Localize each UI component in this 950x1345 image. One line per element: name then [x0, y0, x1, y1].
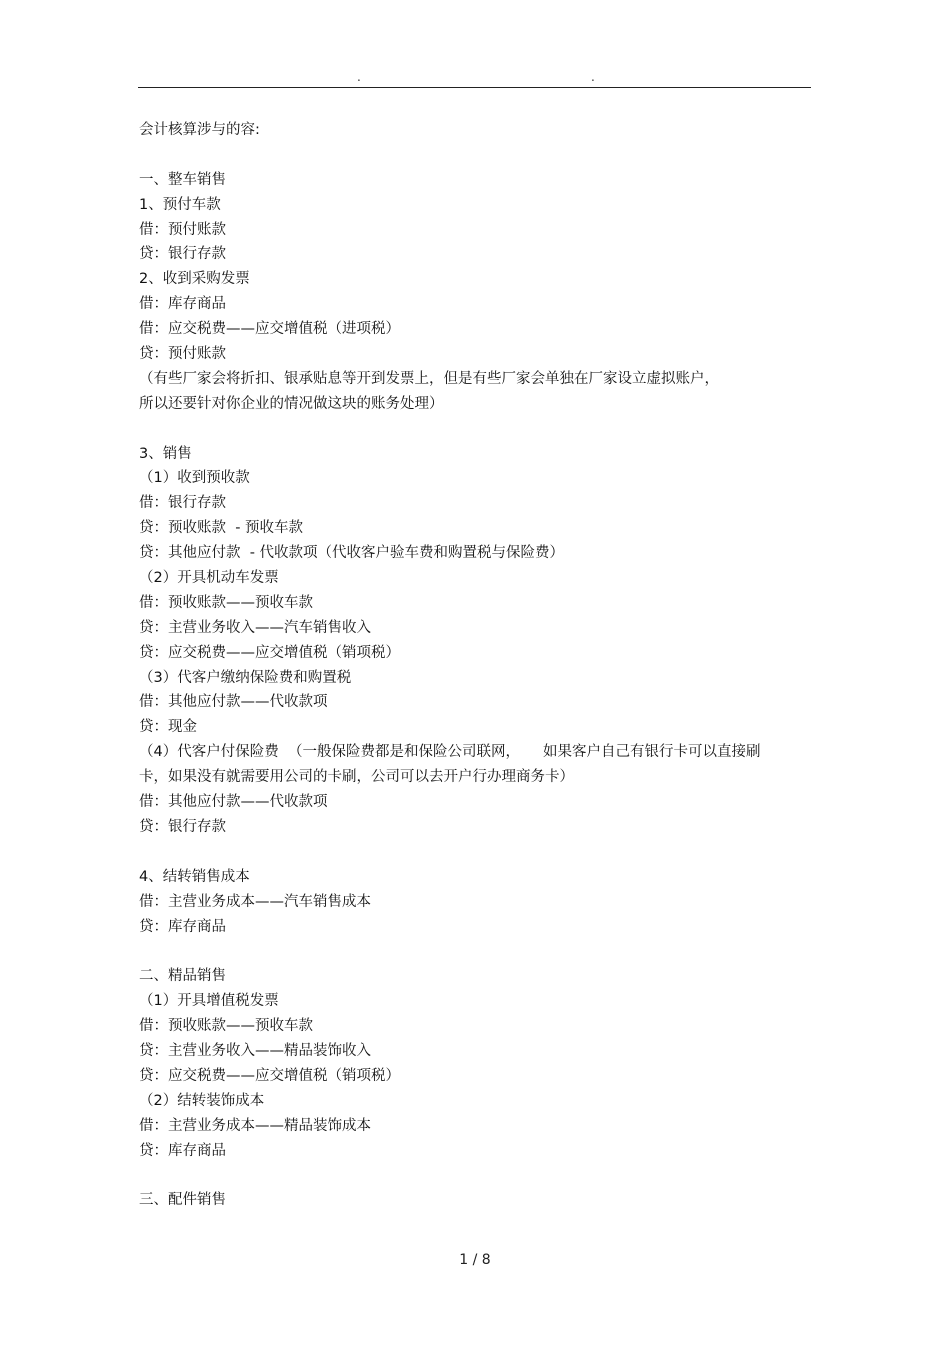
text-line: 二、精品销售	[139, 968, 226, 985]
text-line: （有些厂家会将折扣、银承贴息等开到发票上，但是有些厂家会单独在厂家设立虚拟账户，	[139, 370, 719, 387]
text-line: 贷：其他应付款 - 代收款项（代收客户验车费和购置税与保险费）	[139, 545, 565, 562]
text-line: （1）收到预收款	[139, 470, 250, 487]
text-line: 贷：库存商品	[139, 1142, 226, 1159]
text-line: （2）结转装饰成本	[139, 1092, 265, 1109]
header-rule	[138, 87, 811, 88]
text-line: 卡，如果没有就需要用公司的卡刷，公司可以去开户行办理商务卡）	[139, 769, 574, 786]
text-line: 贷：预收账款 - 预收车款	[139, 520, 304, 537]
text-line: 借：其他应付款——代收款项	[139, 694, 328, 711]
blank-line	[139, 939, 811, 964]
text-line: 借：主营业务成本——精品装饰成本	[139, 1117, 371, 1134]
text-line: （2）开具机动车发票	[139, 570, 279, 587]
text-line: 借：库存商品	[139, 296, 226, 313]
text-line: 一、整车销售	[139, 171, 226, 188]
text-line: 贷：库存商品	[139, 918, 226, 935]
text-line: （1）开具增值税发票	[139, 993, 279, 1010]
header-mark-left: .	[357, 70, 361, 84]
text-line: 贷：现金	[139, 719, 197, 736]
text-line: 借：主营业务成本——汽车销售成本	[139, 893, 371, 910]
text-line: 贷：主营业务收入——精品装饰收入	[139, 1042, 371, 1059]
text-line: 借：银行存款	[139, 495, 226, 512]
text-line: 贷：预付账款	[139, 346, 226, 363]
text-line: （3）代客户缴纳保险费和购置税	[139, 669, 352, 686]
blank-line	[139, 143, 811, 168]
text-line: 3、销售	[139, 445, 192, 462]
text-line: 借：应交税费——应交增值税（进项税）	[139, 321, 400, 338]
text-line: 贷：银行存款	[139, 246, 226, 263]
text-line: 贷：应交税费——应交增值税（销项税）	[139, 1067, 400, 1084]
blank-line	[139, 840, 811, 865]
text-line: 2、收到采购发票	[139, 271, 250, 288]
header-mark-right: .	[591, 70, 595, 84]
document-body	[139, 118, 811, 1213]
blank-line	[139, 417, 811, 442]
text-line: 贷：银行存款	[139, 818, 226, 835]
text-line: 会计核算涉与的容:	[139, 122, 260, 138]
text-line: 所以还要针对你企业的情况做这块的账务处理）	[139, 395, 444, 412]
text-line: （4）代客户付保险费 （一般保险费都是和保险公司联网， 如果客户自己有银行卡可以直接刷	[139, 744, 761, 761]
page-number: 1 / 8	[459, 1252, 491, 1268]
text-line: 借：预收账款——预收车款	[139, 594, 313, 611]
text-line: 4、结转销售成本	[139, 868, 250, 885]
text-line: 借：预收账款——预收车款	[139, 1018, 313, 1035]
text-line: 贷：主营业务收入——汽车销售收入	[139, 619, 371, 636]
blank-line	[139, 1163, 811, 1188]
text-line: 1、预付车款	[139, 196, 221, 213]
text-line: 贷：应交税费——应交增值税（销项税）	[139, 644, 400, 661]
text-line: 借：预付账款	[139, 221, 226, 238]
text-line: 借：其他应付款——代收款项	[139, 794, 328, 811]
text-line: 三、配件销售	[139, 1192, 226, 1209]
